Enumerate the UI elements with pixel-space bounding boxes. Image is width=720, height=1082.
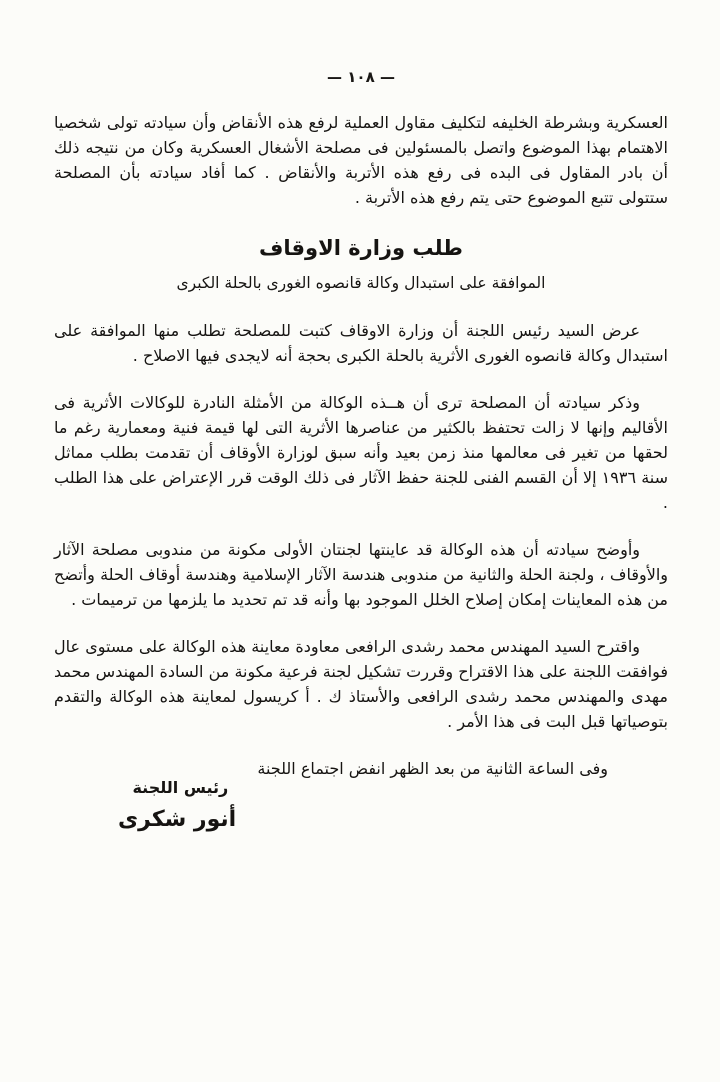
page-number: — ١٠٨ — bbox=[327, 68, 395, 86]
signature-title: رئيس اللجنة bbox=[132, 778, 229, 797]
section-heading: طلب وزارة الاوقاف bbox=[259, 236, 463, 260]
signature-block bbox=[118, 778, 237, 832]
continuation-paragraph: العسكرية وبشرطة الخليفه لتكليف مقاول العملية لرفع هذه الأنقاض وأن سيادته تولى شخصيا الاهتمام بهذا الموضوع واتصل بالمسئولين فى مصلحة الأشغال العسكرية وكان من نتيجه ذلك أن بادر المقاول فى البده فى رفع هذه الأتربة والأنقاض . كما أفاد سيادته بأن المصلحة ستتولى تتبع الموضوع حتى يتم رفع هذه الأتربة . bbox=[54, 113, 668, 207]
paragraph: عرض السيد رئيس اللجنة أن وزارة الاوقاف كتبت للمصلحة تطلب منها الموافقة على استبدال وكالة قانصوه الغورى الأثرية بالحلة الكبرى بحجة أنه لايجدى فيها الاصلاح . bbox=[54, 321, 668, 365]
paragraph: وذكر سيادته أن المصلحة ترى أن هــذه الوكالة من الأمثلة النادرة للوكالات الأثرية فى الأقاليم وإنها لا زالت تحتفظ بالكثير من عناصرها الأثرية التى لها قيمة فنية ومعمارية رغم ما لحقها من تغير فى معالمها منذ زمن بعيد وأنه سبق لوزارة الأوقاف أن تقدمت بطلب مماثل سنة ١٩٣٦ إلا أن القسم الفنى للجنة حفظ الآثار فى ذلك الوقت قرر الإعتراض على هذا الطلب . bbox=[54, 393, 669, 512]
closing-line: وفى الساعة الثانية من بعد الظهر انفض اجتماع اللجنة bbox=[257, 759, 608, 778]
paragraph: وأوضح سيادته أن هذه الوكالة قد عاينتها لجنتان الأولى مكونة من مندوبى مصلحة الآثار والأوقاف ، ولجنة الحلة والثانية من مندوبى هندسة الآثار الإسلامية وهندسة أوقاف الحلة وأتضح من هذه المعاينات إمكان إصلاح الخلل الموجود بها وأنه قد تم تحديد ما يلزمها من ترميمات . bbox=[54, 540, 668, 609]
document-content bbox=[54, 110, 668, 781]
signature-name: أنور شكرى bbox=[118, 807, 237, 832]
paragraph: واقترح السيد المهندس محمد رشدى الرافعى معاودة معاينة هذه الوكالة على مستوى عال فوافقت اللجنة على هذا الاقتراح وقررت تشكيل لجنة فرعية مكونة من السادة المهندس محمد مهدى والمهندس محمد رشدى الرافعى والأستاذ ك . أ كريسول لمعاينة هذه الوكالة والتقدم بتوصياتها قبل البت فى هذا الأمر . bbox=[54, 637, 668, 731]
section-subheading: الموافقة على استبدال وكالة قانصوه الغورى بالحلة الكبرى bbox=[176, 274, 546, 292]
